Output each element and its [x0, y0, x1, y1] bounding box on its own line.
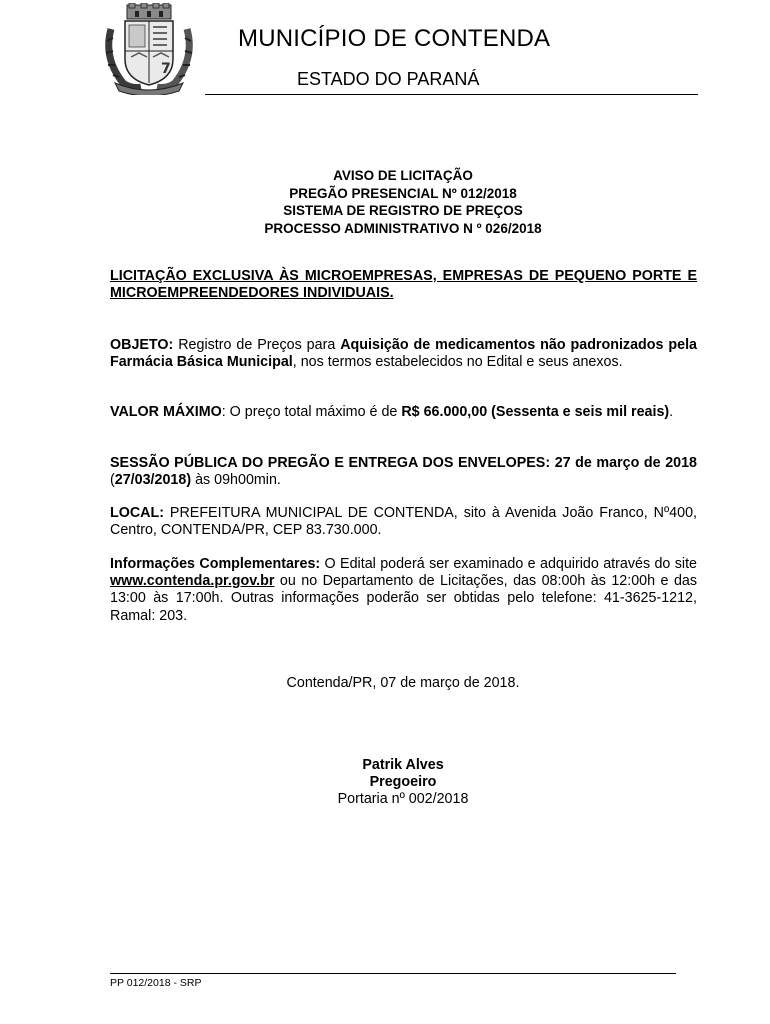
- local-label: LOCAL:: [110, 505, 164, 521]
- objeto-text-1: Registro de Preços para: [173, 337, 341, 353]
- valor-text-2: .: [669, 404, 674, 420]
- signatory-role: Pregoeiro: [369, 774, 437, 790]
- info-label: Informações Complementares:: [110, 556, 321, 572]
- header-divider: [205, 94, 698, 95]
- signatory-name: Patrik Alves: [362, 757, 444, 773]
- municipal-crest-icon: [101, 3, 197, 95]
- exclusive-notice: LICITAÇÃO EXCLUSIVA ÀS MICROEMPRESAS, EMPRESAS DE PEQUENO PORTE E MICROEMPREENDEDORES INDIVIDUAIS.: [110, 268, 697, 302]
- municipality-title: MUNICÍPIO DE CONTENDA: [238, 25, 551, 52]
- state-title: ESTADO DO PARANÁ: [297, 69, 480, 89]
- registry-system: SISTEMA DE REGISTRO DE PREÇOS: [283, 203, 523, 218]
- info-paragraph: [110, 556, 697, 625]
- local-text: PREFEITURA MUNICIPAL DE CONTENDA, sito à Avenida João Franco, Nº400, Centro, CONTENDA/PR, CEP 83.730.000.: [110, 505, 697, 539]
- sessao-text-1: (: [110, 472, 115, 489]
- objeto-bold: Aquisição de medicamentos não padronizados pela Farmácia Básica Municipal: [110, 337, 697, 371]
- objeto-paragraph: [110, 337, 697, 371]
- auction-number: PREGÃO PRESENCIAL Nº 012/2018: [289, 186, 517, 201]
- notice-title: AVISO DE LICITAÇÃO: [333, 168, 473, 183]
- valor-bold: R$ 66.000,00 (Sessenta e seis mil reais): [401, 404, 670, 420]
- sessao-label: SESSÃO PÚBLICA DO PREGÃO E ENTREGA DOS ENVELOPES: 27 de março de 2018: [110, 455, 697, 471]
- valor-paragraph: [110, 404, 697, 421]
- footer-reference: PP 012/2018 - SRP: [110, 977, 202, 989]
- objeto-text-2: , nos termos estabelecidos no Edital e seus anexos.: [292, 354, 623, 371]
- footer-divider: [110, 973, 676, 974]
- date-line: Contenda/PR, 07 de março de 2018.: [286, 675, 520, 691]
- process-number: PROCESSO ADMINISTRATIVO N º 026/2018: [264, 221, 542, 236]
- objeto-label: OBJETO:: [110, 337, 174, 353]
- info-text-1: O Edital poderá ser examinado e adquirido através do site: [320, 556, 698, 572]
- info-text-2: ou no Departamento de Licitações, das 08:00h às 12:00h e das 13:00 às 17:00h. Outras informações poderão ser obtidas pelo telefone: 41-3625-1212, Ramal: 203.: [110, 573, 697, 624]
- sessao-text-2: às 09h00min.: [191, 472, 281, 489]
- sessao-bold: 27/03/2018): [114, 472, 192, 489]
- svg-text:7: 7: [161, 61, 171, 77]
- website-link[interactable]: www.contenda.pr.gov.br: [110, 573, 275, 590]
- valor-text-1: : O preço total máximo é de: [221, 404, 402, 420]
- signatory-portaria: Portaria nº 002/2018: [337, 791, 469, 807]
- valor-label: VALOR MÁXIMO: [110, 404, 222, 420]
- local-paragraph: [110, 505, 697, 539]
- sessao-paragraph: [110, 455, 697, 489]
